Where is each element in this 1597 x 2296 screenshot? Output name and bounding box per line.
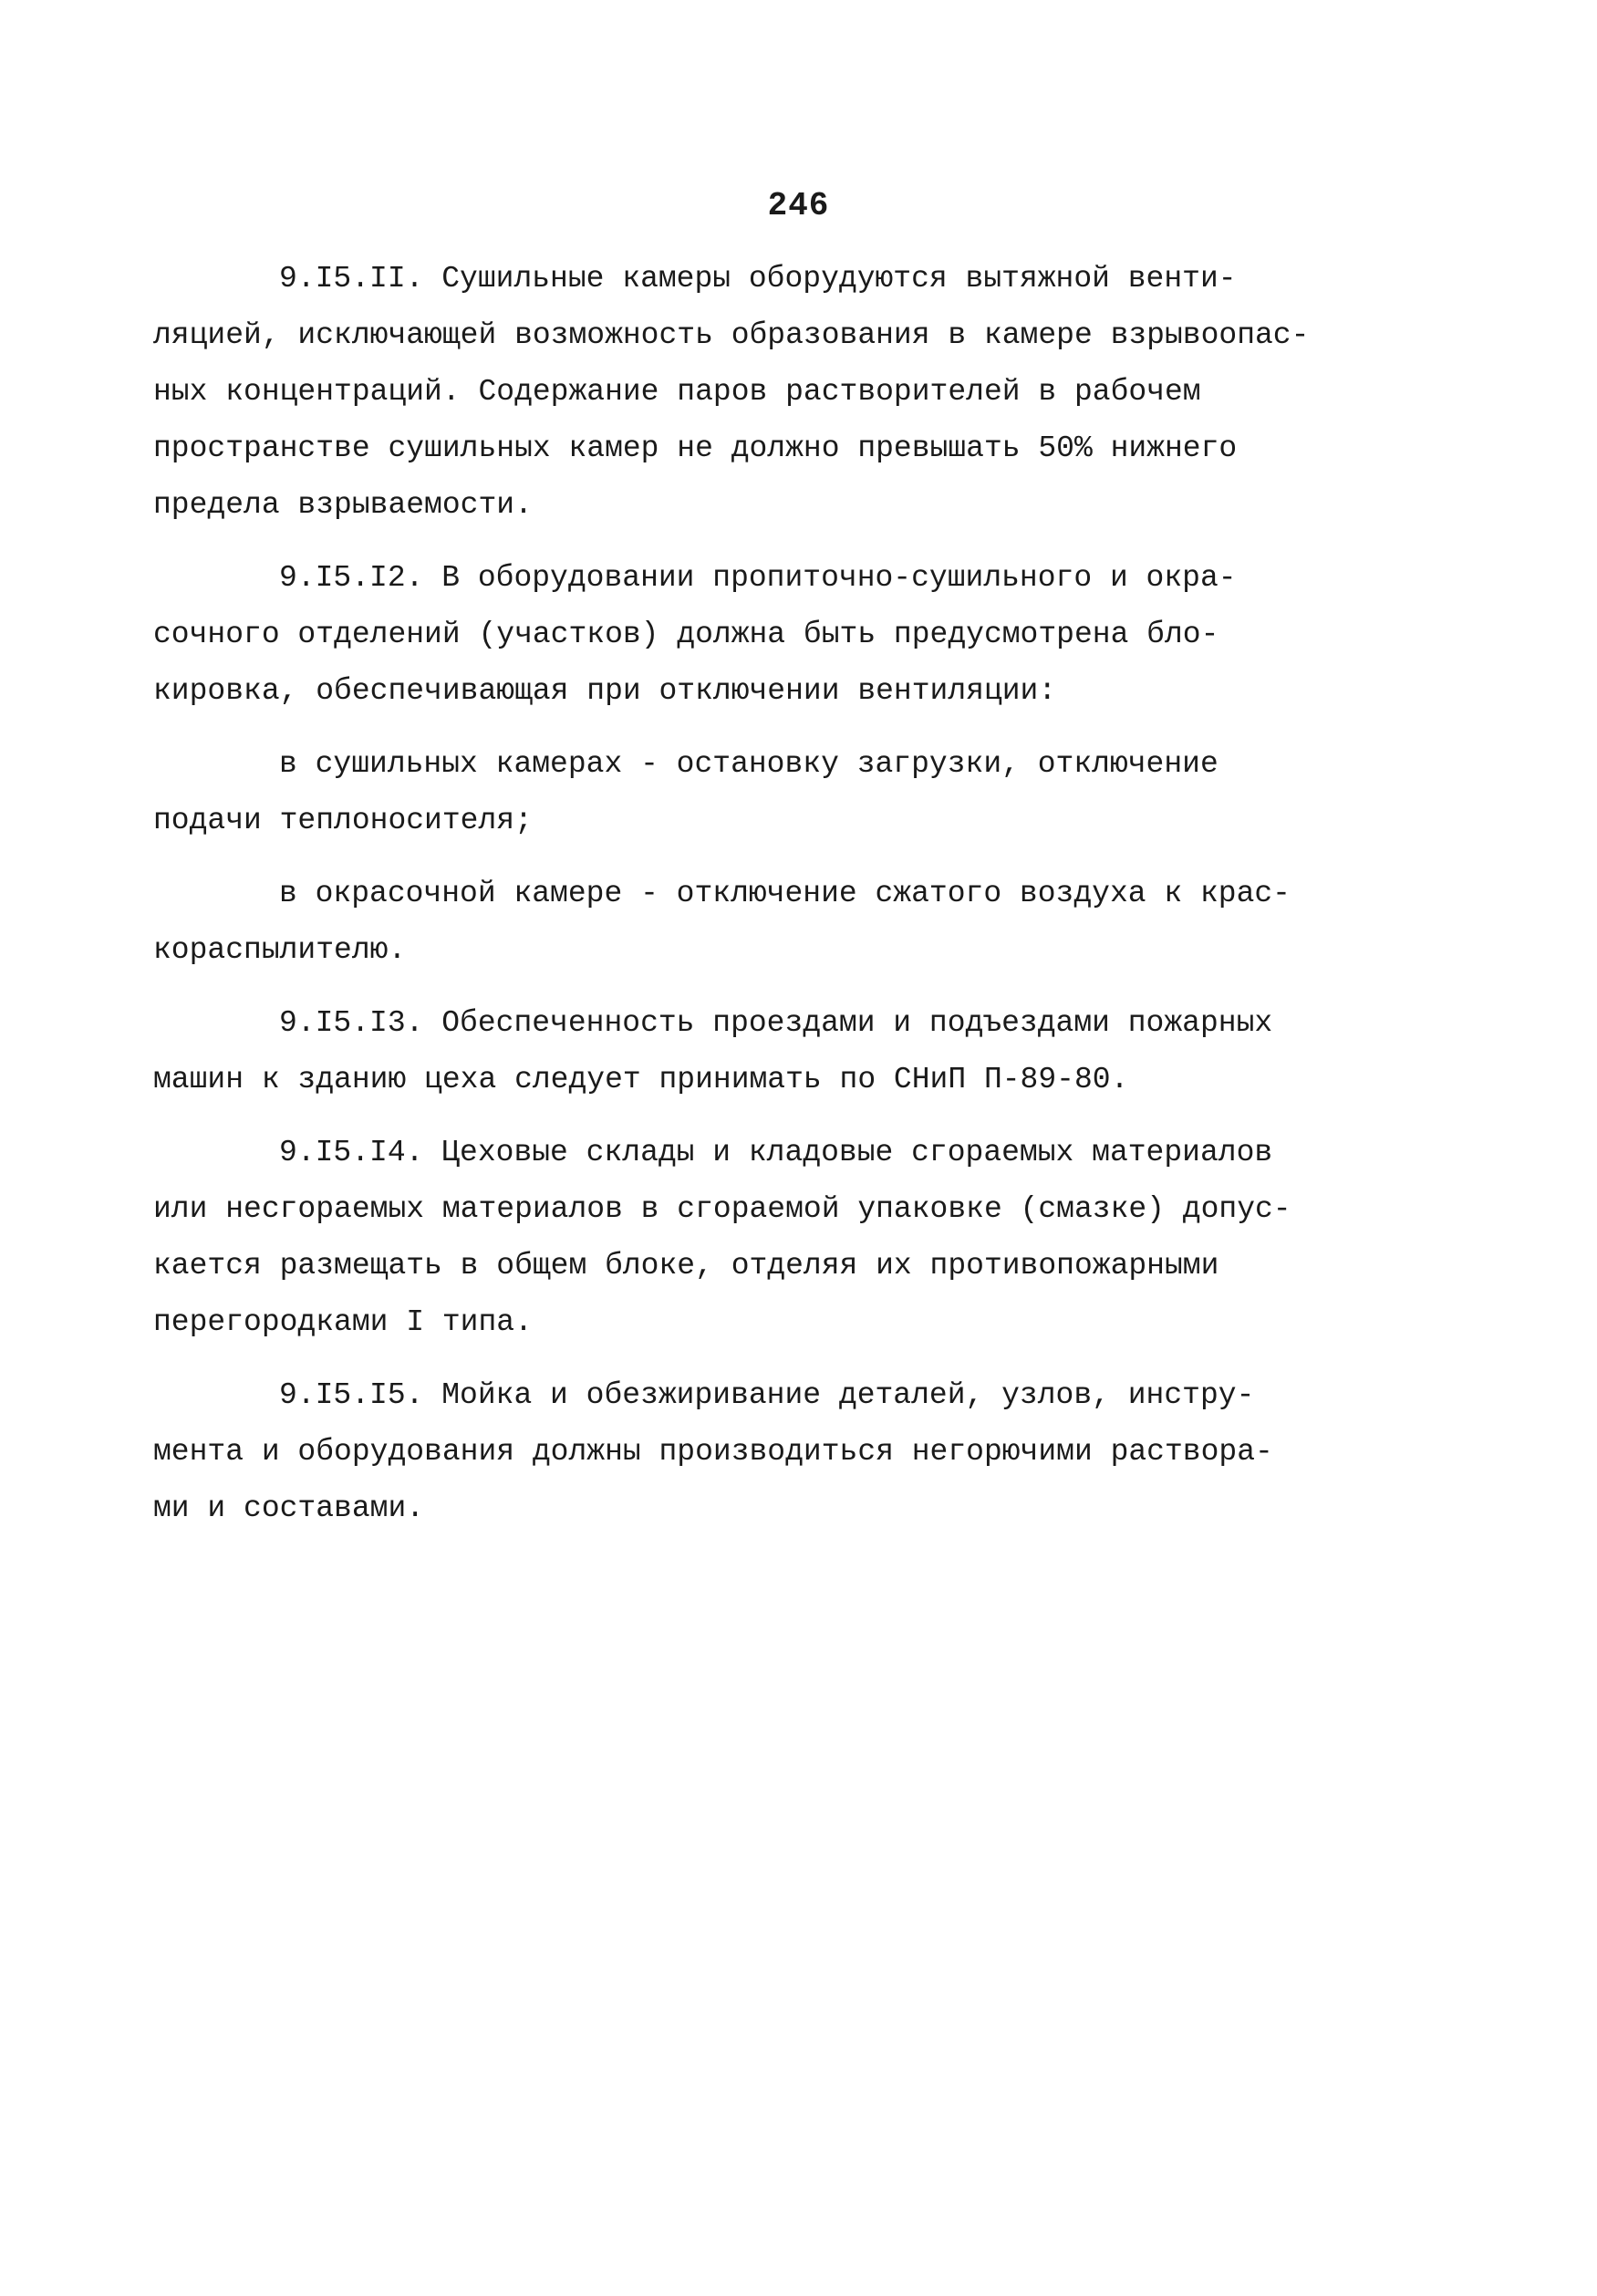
paragraph-line: мента и оборудования должны производиться негорючими раствора- [153,1435,1273,1469]
paragraph-line: 9.I5.I3. Обеспеченность проездами и подъездами пожарных [279,1006,1273,1040]
paragraph-9-15-13 [153,995,1321,1108]
paragraph-line: ных концентраций. Содержание паров растворителей в рабочем [153,375,1201,409]
paragraph-line: кается размещать в общем блоке, отделяя их противопожарными [153,1249,1219,1283]
paragraph-line: подачи теплоносителя; [153,804,533,837]
page-number: 246 [767,187,830,224]
paragraph-line: или несгораемых материалов в сгораемой упаковке (смазке) допус- [153,1192,1291,1226]
paragraph-line: пространстве сушильных камер не должно превышать 50% нижнего [153,431,1238,465]
paragraph-line: предела взрываемости. [153,488,533,522]
paragraph-line: 9.I5.I2. В оборудовании пропиточно-сушильного и окра- [279,561,1237,595]
paragraph-9-15-15 [153,1367,1321,1537]
paragraph-line: сочного отделений (участков) должна быть предусмотрена бло- [153,618,1219,651]
paragraph-9-15-14 [153,1125,1321,1351]
body-text [153,251,1321,1537]
paragraph-line: машин к зданию цеха следует принимать по СНиП П-89-80. [153,1063,1129,1096]
paragraph-line: 9.I5.I5. Мойка и обезжиривание деталей, узлов, инстру- [279,1378,1255,1412]
paragraph-line: 9.I5.I4. Цеховые склады и кладовые сгораемых материалов [279,1136,1273,1169]
paragraph-line: ми и составами. [153,1491,425,1525]
paragraph-line: ляцией, исключающей возможность образования в камере взрывоопас- [153,318,1310,352]
paragraph-line: кировка, обеспечивающая при отключении вентиляции: [153,674,1057,708]
paragraph-9-15-11 [153,251,1321,534]
paragraph-painting-chamber [153,866,1321,979]
paragraph-9-15-12 [153,550,1321,720]
paragraph-line: в окрасочной камере - отключение сжатого воздуха к крас- [279,877,1291,910]
paragraph-line: перегородками I типа. [153,1305,533,1339]
paragraph-line: кораспылителю. [153,933,407,967]
paragraph-line: в сушильных камерах - остановку загрузки, отключение [279,747,1218,781]
paragraph-drying-chambers [153,736,1321,849]
paragraph-line: 9.I5.II. Сушильные камеры оборудуются вытяжной венти- [279,262,1237,296]
